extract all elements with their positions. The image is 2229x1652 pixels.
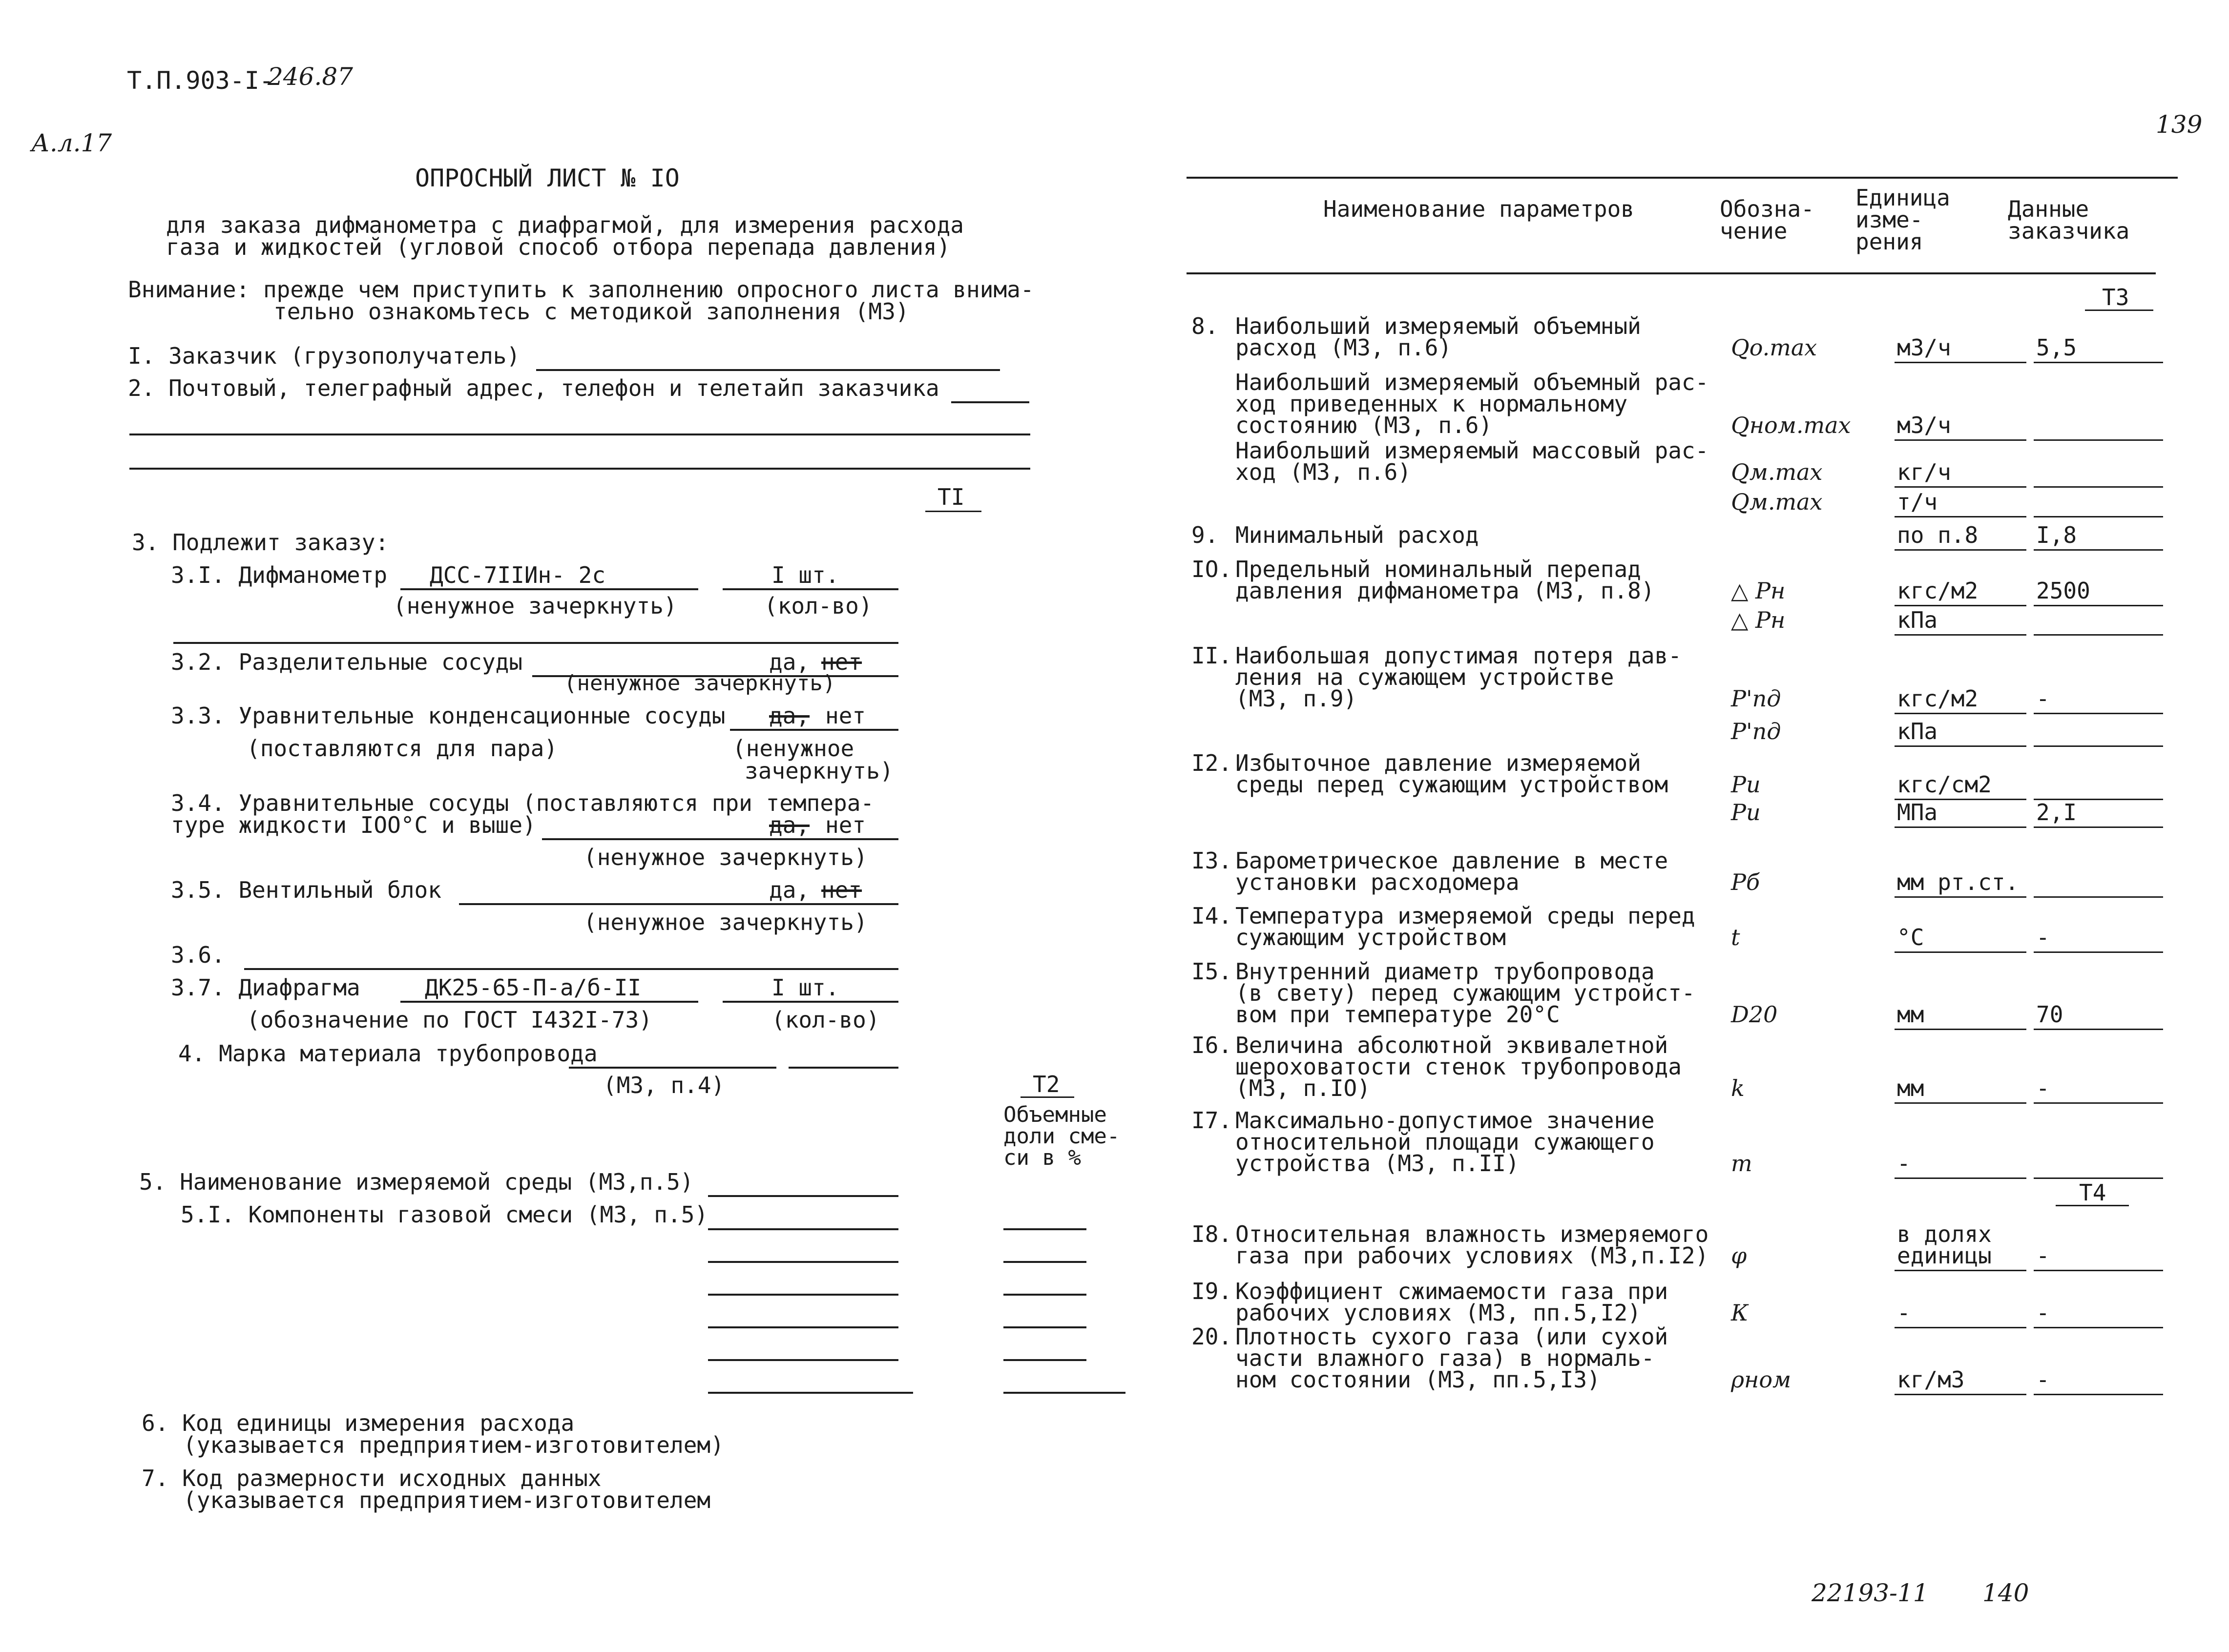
param-row-symbol: Ри bbox=[1731, 799, 1761, 826]
item-7-line2: (указывается предприятием-изготовителем bbox=[183, 1487, 711, 1513]
param-row-name: Наибольший измеряемый объемный рас- bbox=[1235, 369, 1709, 395]
table-label-t1: ТI bbox=[937, 484, 965, 510]
param-row-name: Избыточное давление измеряемой bbox=[1235, 750, 1641, 776]
param-row-number: 8. bbox=[1191, 313, 1219, 339]
item-3-to-order: 3. Подлежит заказу: bbox=[132, 529, 389, 556]
item-6-line2: (указывается предприятием-изготовителем) bbox=[183, 1432, 724, 1458]
param-row-unit: м3/ч bbox=[1897, 334, 1951, 361]
param-row-value-line[interactable] bbox=[2034, 1029, 2163, 1030]
component-line-6[interactable] bbox=[708, 1392, 913, 1394]
param-row-value[interactable]: 2,I bbox=[2036, 799, 2077, 826]
item-3-1-label: 3.I. Дифманометр bbox=[171, 562, 388, 588]
param-row-unit: кПа bbox=[1897, 607, 1938, 633]
param-row-name: ления на сужающем устройстве bbox=[1235, 664, 1614, 690]
param-row-symbol: k bbox=[1731, 1075, 1745, 1101]
form-title: ОПРОСНЫЙ ЛИСТ № IO bbox=[415, 164, 680, 192]
param-row-value-line[interactable] bbox=[2034, 549, 2163, 551]
param-row-unit-line bbox=[1895, 1270, 2026, 1271]
param-row-value-line[interactable] bbox=[2034, 951, 2163, 953]
param-row-name: устройства (МЗ, п.II) bbox=[1235, 1150, 1520, 1177]
param-row-number: I3. bbox=[1191, 847, 1232, 874]
param-row-unit-line bbox=[1895, 1102, 2026, 1104]
table-label-t2: Т2 bbox=[1033, 1071, 1060, 1097]
param-row-symbol: ρном bbox=[1731, 1366, 1792, 1393]
param-row-value[interactable]: - bbox=[2036, 685, 2050, 712]
param-row-unit: в долях bbox=[1897, 1221, 1992, 1247]
param-row-value-line[interactable] bbox=[2034, 713, 2163, 714]
param-row-number: II. bbox=[1191, 642, 1232, 669]
item-3-2-yes[interactable]: да, bbox=[769, 649, 810, 675]
param-row-unit: м3/ч bbox=[1897, 412, 1951, 438]
item-5-1-gas-components: 5.I. Компоненты газовой смеси (МЗ, п.5) bbox=[181, 1201, 708, 1228]
param-row-value-line[interactable] bbox=[2034, 1177, 2163, 1179]
param-row-unit: кг/м3 bbox=[1897, 1366, 1965, 1393]
t2-underline bbox=[1021, 1096, 1074, 1098]
param-row-unit-line bbox=[1895, 1327, 2026, 1328]
param-row-name: Наибольший измеряемый объемный bbox=[1235, 313, 1641, 339]
param-row-name: части влажного газа) в нормаль- bbox=[1235, 1345, 1655, 1371]
param-row-unit-line bbox=[1895, 745, 2026, 747]
address-field-line-2[interactable] bbox=[129, 434, 1030, 435]
param-row-unit: - bbox=[1897, 1300, 1911, 1326]
param-row-number: IO. bbox=[1191, 556, 1232, 582]
param-row-name: расход (МЗ, п.6) bbox=[1235, 334, 1452, 361]
item-3-7-label: 3.7. Диафрагма bbox=[171, 974, 360, 1001]
item-3-1-extra-line bbox=[173, 642, 898, 644]
param-row-unit-line bbox=[1895, 1177, 2026, 1179]
param-row-unit-line bbox=[1895, 439, 2026, 441]
col-header-data-1: Данные bbox=[2008, 196, 2089, 222]
param-row-symbol: △ Рн bbox=[1731, 607, 1786, 633]
param-row-name: (МЗ, п.IO) bbox=[1235, 1075, 1371, 1101]
param-row-symbol: φ bbox=[1731, 1242, 1747, 1269]
param-row-symbol: Qм.max bbox=[1731, 459, 1823, 485]
param-row-name: рабочих условиях (МЗ, пп.5,I2) bbox=[1235, 1300, 1641, 1326]
param-row-name: Барометрическое давление в месте bbox=[1235, 847, 1668, 874]
param-row-unit-line bbox=[1895, 486, 2026, 488]
item-3-6-field-line[interactable] bbox=[244, 968, 898, 970]
doc-code: Т.П.903-I- bbox=[127, 66, 274, 95]
param-row-name: установки расходомера bbox=[1235, 869, 1520, 895]
form-subtitle-line1: для заказа дифманометра с диафрагмой, для измерения расхода bbox=[166, 212, 964, 238]
param-row-value[interactable]: - bbox=[2036, 924, 2050, 950]
item-3-4-line1: 3.4. Уравнительные сосуды (поставляются при темпера- bbox=[171, 790, 875, 816]
param-row-number: 20. bbox=[1191, 1323, 1232, 1350]
param-row-unit-line bbox=[1895, 362, 2026, 363]
param-row-symbol: △ Рн bbox=[1731, 578, 1786, 604]
param-row-name: (МЗ, п.9) bbox=[1235, 685, 1357, 712]
item-3-5-no-struck[interactable]: нет bbox=[821, 877, 862, 903]
param-row-name: относительной площади сужающего bbox=[1235, 1129, 1655, 1155]
param-row-unit: кг/ч bbox=[1897, 459, 1951, 485]
col-header-symbol-1: Обозна- bbox=[1720, 196, 1814, 222]
param-row-name: сужающим устройством bbox=[1235, 924, 1506, 950]
param-row-unit: мм рт.ст. bbox=[1897, 869, 2019, 895]
item-7-line1: 7. Код размерности исходных данных bbox=[142, 1465, 602, 1491]
param-row-unit-line bbox=[1895, 713, 2026, 714]
item-3-3-note2a: (ненужное bbox=[732, 735, 854, 762]
param-row-number: I4. bbox=[1191, 903, 1232, 929]
param-row-unit-line bbox=[1895, 549, 2026, 551]
item-3-3-note2b: зачеркнуть) bbox=[745, 758, 894, 784]
component-share-line-4[interactable] bbox=[1003, 1326, 1086, 1328]
item-4-note: (МЗ, п.4) bbox=[603, 1072, 725, 1098]
t4-underline bbox=[2056, 1205, 2129, 1206]
item-3-1-note: (ненужное зачеркнуть) bbox=[393, 593, 677, 619]
item-3-3-choice-line bbox=[730, 729, 898, 731]
param-row-symbol: t bbox=[1731, 924, 1740, 950]
component-share-line-3[interactable] bbox=[1003, 1294, 1086, 1296]
component-line-2[interactable] bbox=[708, 1261, 898, 1263]
param-row-name: Плотность сухого газа (или сухой bbox=[1235, 1323, 1668, 1350]
col-header-symbol-2: чение bbox=[1720, 218, 1788, 244]
item-3-4-no[interactable]: нет bbox=[825, 812, 866, 838]
param-row-value-line[interactable] bbox=[2034, 486, 2163, 488]
component-share-line-5[interactable] bbox=[1003, 1359, 1086, 1361]
param-row-value[interactable]: 70 bbox=[2036, 1001, 2063, 1028]
item-3-6-label: 3.6. bbox=[171, 942, 225, 968]
col-header-data-2: заказчика bbox=[2008, 218, 2130, 244]
param-row-name: Максимально-допустимое значение bbox=[1235, 1107, 1655, 1134]
param-row-unit-line bbox=[1895, 826, 2026, 828]
param-row-name: ход приведенных к нормальному bbox=[1235, 391, 1628, 417]
item-3-7-qty-line bbox=[723, 1001, 898, 1003]
param-row-name: Величина абсолютной эквивалетной bbox=[1235, 1032, 1668, 1058]
item-6-line1: 6. Код единицы измерения расхода bbox=[142, 1410, 575, 1436]
param-row-name: среды перед сужающим устройством bbox=[1235, 771, 1668, 798]
param-row-unit: т/ч bbox=[1897, 489, 1938, 515]
param-row-number: I6. bbox=[1191, 1032, 1232, 1058]
param-row-unit-line bbox=[1895, 1394, 2026, 1395]
sheet-number-handwritten: А.л.17 bbox=[31, 129, 112, 157]
param-row-unit: МПа bbox=[1897, 799, 1938, 826]
param-row-symbol: Ри bbox=[1731, 771, 1761, 798]
item-3-5-label: 3.5. Вентильный блок bbox=[171, 877, 441, 903]
param-row-symbol: m bbox=[1731, 1150, 1752, 1177]
param-row-unit-line bbox=[1895, 896, 2026, 898]
col-header-name: Наименование параметров bbox=[1323, 196, 1634, 222]
param-row-name: (в свету) перед сужающим устройст- bbox=[1235, 980, 1695, 1006]
item-3-1-qty-line bbox=[723, 588, 898, 590]
param-row-name: Внутренний диаметр трубопровода bbox=[1235, 958, 1655, 985]
item-3-3-yes-struck[interactable]: да, bbox=[769, 702, 810, 729]
table-header-rule bbox=[1187, 272, 2156, 274]
warning-line1: Внимание: прежде чем приступить к заполнению опросного листа внима- bbox=[128, 276, 1034, 303]
param-row-value-line[interactable] bbox=[2034, 605, 2163, 606]
item-3-7-note: (обозначение по ГОСТ I432I-73) bbox=[247, 1007, 652, 1033]
item-3-2-label: 3.2. Разделительные сосуды bbox=[171, 649, 523, 675]
param-row-number: I9. bbox=[1191, 1278, 1232, 1304]
param-row-value-line[interactable] bbox=[2034, 896, 2163, 898]
param-row-symbol: Qном.max bbox=[1731, 412, 1851, 438]
address-field-line-3[interactable] bbox=[129, 468, 1030, 470]
item-3-4-note: (ненужное зачеркнуть) bbox=[583, 844, 868, 870]
param-row-value-line[interactable] bbox=[2034, 1327, 2163, 1328]
item-3-1-note-qty: (кол-во) bbox=[764, 593, 873, 619]
param-row-unit-line bbox=[1895, 951, 2026, 953]
item-3-1-value[interactable]: ДСС-7IIИн- 2с bbox=[430, 562, 606, 588]
col-header-unit-2: изме- bbox=[1855, 206, 1923, 233]
item-2-address: 2. Почтовый, телеграфный адрес, телефон и телетайп заказчика bbox=[128, 375, 939, 401]
param-row-unit-line bbox=[1895, 516, 2026, 517]
item-3-7-field-line bbox=[400, 1001, 698, 1003]
item-5-field-line[interactable] bbox=[708, 1195, 898, 1197]
t2-caption-1: Объемные bbox=[1003, 1102, 1107, 1127]
table-top-rule bbox=[1187, 177, 2178, 179]
param-row-value[interactable]: - bbox=[2036, 1075, 2050, 1101]
item-3-3-no[interactable]: нет bbox=[825, 702, 866, 729]
footer-code-handwritten: 22193-11 bbox=[1812, 1579, 1929, 1607]
param-row-unit: кгс/см2 bbox=[1897, 771, 1992, 798]
item-3-2-note: (ненужное зачеркнуть) bbox=[564, 671, 836, 696]
param-row-name: Предельный номинальный перепад bbox=[1235, 556, 1641, 582]
param-row-number: I8. bbox=[1191, 1221, 1232, 1247]
param-row-value[interactable]: 5,5 bbox=[2036, 334, 2077, 361]
param-row-value-line[interactable] bbox=[2034, 1394, 2163, 1395]
param-row-name: шероховатости стенок трубопровода bbox=[1235, 1053, 1682, 1080]
param-row-number: I5. bbox=[1191, 958, 1232, 985]
item-1-customer: I. Заказчик (грузополучатель) bbox=[128, 343, 521, 369]
param-row-symbol: Qм.max bbox=[1731, 489, 1823, 515]
param-row-value[interactable]: - bbox=[2036, 1366, 2050, 1393]
table-label-t4: Т4 bbox=[2079, 1179, 2106, 1206]
param-row-unit-line bbox=[1895, 634, 2026, 636]
param-row-name: Температура измеряемой среды перед bbox=[1235, 903, 1695, 929]
param-row-unit: мм bbox=[1897, 1001, 1924, 1028]
param-row-symbol: Р'пд bbox=[1731, 718, 1781, 744]
component-line-3[interactable] bbox=[708, 1294, 898, 1296]
param-row-value-line[interactable] bbox=[2034, 1102, 2163, 1104]
item-4-pipe-material: 4. Марка материала трубопровода bbox=[178, 1040, 598, 1067]
param-row-value-line[interactable] bbox=[2034, 362, 2163, 363]
param-row-number: I7. bbox=[1191, 1107, 1232, 1134]
item-3-5-choice-line bbox=[767, 903, 898, 905]
param-row-name: Наибольший измеряемый массовый рас- bbox=[1235, 437, 1709, 464]
component-share-line-1[interactable] bbox=[1003, 1228, 1086, 1230]
param-row-unit: мм bbox=[1897, 1075, 1924, 1101]
component-share-line-6[interactable] bbox=[1003, 1392, 1125, 1394]
param-row-symbol: Р'пд bbox=[1731, 685, 1781, 712]
footer-page-handwritten: 140 bbox=[1982, 1579, 2029, 1607]
param-row-name: Относительная влажность измеряемого bbox=[1235, 1221, 1709, 1247]
param-row-value[interactable]: - bbox=[2036, 1242, 2050, 1269]
param-row-name: Наибольшая допустимая потеря дав- bbox=[1235, 642, 1682, 669]
param-row-number: I2. bbox=[1191, 750, 1232, 776]
param-row-value[interactable]: I,8 bbox=[2036, 522, 2077, 548]
param-row-value[interactable]: - bbox=[2036, 1300, 2050, 1326]
component-line-1[interactable] bbox=[708, 1228, 898, 1230]
param-row-value-line[interactable] bbox=[2034, 745, 2163, 747]
param-row-value-line[interactable] bbox=[2034, 634, 2163, 636]
param-row-name: газа при рабочих условиях (МЗ,п.I2) bbox=[1235, 1242, 1709, 1269]
param-row-name: Коэффициент сжимаемости газа при bbox=[1235, 1278, 1668, 1304]
item-4-field-line[interactable] bbox=[569, 1067, 776, 1069]
param-row-value-line[interactable] bbox=[2034, 1270, 2163, 1271]
t1-underline bbox=[925, 511, 981, 512]
param-row-unit-line bbox=[1895, 605, 2026, 606]
param-row-number: 9. bbox=[1191, 522, 1219, 548]
param-row-symbol: D20 bbox=[1731, 1001, 1778, 1028]
col-header-unit-3: рения bbox=[1855, 228, 1923, 255]
item-3-4-choice-line bbox=[542, 838, 898, 840]
param-row-symbol: Рб bbox=[1731, 869, 1760, 895]
t2-caption-2: доли сме- bbox=[1003, 1124, 1120, 1149]
item-3-7-value[interactable]: ДК25-65-П-а/б-II bbox=[425, 974, 642, 1001]
item-4-field-line-2[interactable] bbox=[789, 1067, 898, 1069]
item-3-5-field-line bbox=[459, 903, 767, 905]
param-row-name: ном состоянии (МЗ, пп.5,I3) bbox=[1235, 1366, 1601, 1393]
item-3-3-label: 3.3. Уравнительные конденсационные сосуды bbox=[171, 702, 726, 729]
page-number-handwritten: 139 bbox=[2156, 110, 2203, 139]
param-row-name: ход (МЗ, п.6) bbox=[1235, 459, 1412, 485]
param-row-name: состоянию (МЗ, п.6) bbox=[1235, 412, 1493, 438]
item-3-2-no-struck[interactable]: нет bbox=[821, 649, 862, 675]
param-row-unit: кгс/м2 bbox=[1897, 685, 1979, 712]
param-row-unit-line bbox=[1895, 1029, 2026, 1030]
param-row-unit: °C bbox=[1897, 924, 1924, 950]
item-3-4-line2: туре жидкости IOO°C и выше) bbox=[171, 812, 536, 838]
item-3-1-qty[interactable]: I шт. bbox=[771, 562, 839, 588]
param-row-name: вом при температуре 20°C bbox=[1235, 1001, 1560, 1028]
item-3-3-note: (поставляются для пара) bbox=[247, 735, 558, 762]
component-share-line-2[interactable] bbox=[1003, 1261, 1086, 1263]
col-header-unit-1: Единица bbox=[1855, 185, 1950, 211]
param-row-unit: - bbox=[1897, 1150, 1911, 1177]
table-label-t3: Т3 bbox=[2102, 284, 2129, 310]
address-field-line[interactable] bbox=[951, 401, 1029, 403]
t3-underline bbox=[2085, 310, 2153, 311]
param-row-unit: кгс/м2 bbox=[1897, 578, 1979, 604]
item-5-medium-name: 5. Наименование измеряемой среды (МЗ,п.5) bbox=[139, 1169, 694, 1195]
param-row-unit: по п.8 bbox=[1897, 522, 1979, 548]
param-row-name: давления дифманометра (МЗ, п.8) bbox=[1235, 578, 1655, 604]
customer-field-line[interactable] bbox=[536, 369, 1000, 371]
component-line-4[interactable] bbox=[708, 1326, 898, 1328]
item-3-4-yes-struck[interactable]: да, bbox=[769, 812, 810, 838]
param-row-symbol: Qo.max bbox=[1731, 334, 1817, 361]
t2-caption-3: си в % bbox=[1003, 1145, 1081, 1170]
param-row-value[interactable]: 2500 bbox=[2036, 578, 2090, 604]
param-row-value-line[interactable] bbox=[2034, 826, 2163, 828]
param-row-value-line[interactable] bbox=[2034, 439, 2163, 441]
param-row-value-line[interactable] bbox=[2034, 516, 2163, 517]
warning-line2: тельно ознакомьтесь с методикой заполнения (МЗ) bbox=[273, 298, 909, 325]
form-subtitle-line2: газа и жидкостей (угловой способ отбора перепада давления) bbox=[166, 234, 951, 260]
doc-code-handwritten: 246.87 bbox=[268, 62, 353, 91]
item-3-5-yes[interactable]: да, bbox=[769, 877, 810, 903]
param-row-symbol: К bbox=[1731, 1300, 1749, 1326]
param-row-name: Минимальный расход bbox=[1235, 522, 1479, 548]
item-3-7-note-qty: (кол-во) bbox=[771, 1007, 880, 1033]
item-3-5-note: (ненужное зачеркнуть) bbox=[583, 909, 868, 935]
item-3-7-qty[interactable]: I шт. bbox=[771, 974, 839, 1001]
param-row-unit: кПа bbox=[1897, 718, 1938, 744]
param-row-unit: единицы bbox=[1897, 1242, 1992, 1269]
component-line-5[interactable] bbox=[708, 1359, 898, 1361]
item-3-1-field-line bbox=[400, 588, 698, 590]
